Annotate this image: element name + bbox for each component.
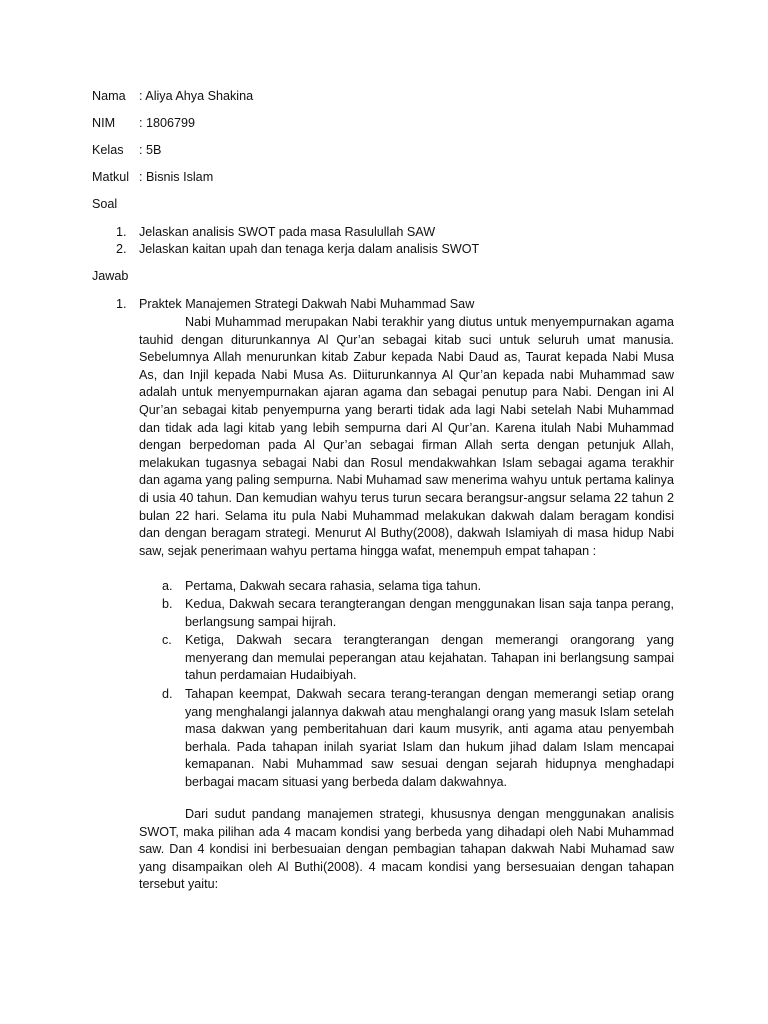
field-value: : 1806799 xyxy=(139,116,196,130)
tahapan-item-c xyxy=(162,632,674,685)
answer-paragraph-1: Nabi Muhammad merupakan Nabi terakhir yang diutus untuk menyempurnakan agama tauhid dengan diturunkannya Al Qur’an sebagai kitab suci untuk seluruh umat manusia. Sebelumnya Allah menurunkan kitab Zabur kepada Nabi Daud as, Taurat kepada Nabi Musa As, dan Injil kepada Nabi Musa As. Diiturunkannya Al Qur’an kepada nabi Muhammad saw adalah untuk menyempurnakan ajaran agama dan sebagai penutup para Nabi. Dengan ini Al Qur’an sebagai kitab penyempurna yang berarti tidak ada lagi Nabi setelah Nabi Muhammad dan tidak ada lagi kitab yang lebih sempurna dari Al Qur’an. Karena itulah Nabi Muhammad dengan berpedoman pada Al Qur’an sebagai firman Allah serta dengan petunjuk Allah, melakukan tugasnya sebagai Nabi dan Rosul mendakwahkan Islam sebagai agama terakhir dan agama yang paling sempurna. Nabi Muhamad saw menerima wahyu untuk pertama kalinya di usia 40 tahun. Dan kemudian wahyu terus turun secara berangsur-angsur selama 22 tahun 2 bulan 22 hari. Selama itu pula Nabi Muhammad melakukan dakwah dalam beragam kondisi dan dengan beragam strategi. Menurut Al Buthy(2008), dakwah Islamiyah di masa hidup Nabi saw, sejak penerimaan wahyu pertama hingga wafat, menempuh empat tahapan : xyxy=(139,315,674,558)
item-text: Pertama, Dakwah secara rahasia, selama tiga tahun. xyxy=(185,579,482,593)
item-text: Ketiga, Dakwah secara terangterangan dengan memerangi orangorang yang menyerang dan memulai peperangan atau kejahatan. Tahapan ini berlangsung sampai tahun perdamaian Hudaibiyah. xyxy=(185,633,674,683)
jawab-heading: Jawab xyxy=(92,269,129,283)
item-marker: d. xyxy=(162,687,173,701)
item-marker: c. xyxy=(162,633,172,647)
item-text: Jelaskan analisis SWOT pada masa Rasulullah SAW xyxy=(139,225,436,239)
field-value: : 5B xyxy=(139,143,162,157)
answer-number: 1. xyxy=(116,297,127,311)
field-value: : Aliya Ahya Shakina xyxy=(139,89,254,103)
tahapan-item-b xyxy=(162,596,674,631)
item-number: 1. xyxy=(116,225,127,239)
answer-title: Praktek Manajemen Strategi Dakwah Nabi Muhammad Saw xyxy=(139,297,475,311)
field-label: Nama xyxy=(92,89,126,103)
field-value: : Bisnis Islam xyxy=(139,170,214,184)
item-number: 2. xyxy=(116,242,127,256)
item-marker: a. xyxy=(162,579,173,593)
field-label: Matkul xyxy=(92,170,130,184)
item-text: Jelaskan kaitan upah dan tenaga kerja dalam analisis SWOT xyxy=(139,242,480,256)
answer-paragraph-2: Dari sudut pandang manajemen strategi, khususnya dengan menggunakan analisis SWOT, maka pilihan ada 4 macam kondisi yang berbeda yang dihadapi oleh Nabi Muhammad saw. Dan 4 kondisi ini berbesuaian dengan pembagian tahapan dakwah Nabi Muhamad saw yang disampaikan oleh Al Buthi(2008). 4 macam kondisi yang bersesuaian dengan tahapan tersebut yaitu: xyxy=(139,807,674,892)
item-text: Kedua, Dakwah secara terangteranga​n dengan menggunakan lisan saja tanpa perang, berlangsung sampai hijrah. xyxy=(185,597,674,629)
item-marker: b. xyxy=(162,597,173,611)
tahapan-item-d xyxy=(162,686,674,792)
tahapan-item-a xyxy=(162,578,674,596)
item-text: Tahapan keempat, Dakwah secara terang-terangan dengan memerangi setiap orang yang menghalangi jalannya dakwah atau menghalangi orang yang masuk Islam setelah masa dakwan yang pemberitahuan dari kaum musyrik, anti agama atau penyembah berhala. Pada tahapan inilah syariat Islam dan hukum jihad dalam Islam mencapai kemapanan. Nabi Muhammad saw sesuai dengan sejarah hidupnya menghadapi berbagai macam situasi yang berbeda dalam dakwahnya. xyxy=(185,687,674,789)
field-label: Kelas xyxy=(92,143,124,157)
field-label: NIM xyxy=(92,116,116,130)
soal-heading: Soal xyxy=(92,197,118,211)
